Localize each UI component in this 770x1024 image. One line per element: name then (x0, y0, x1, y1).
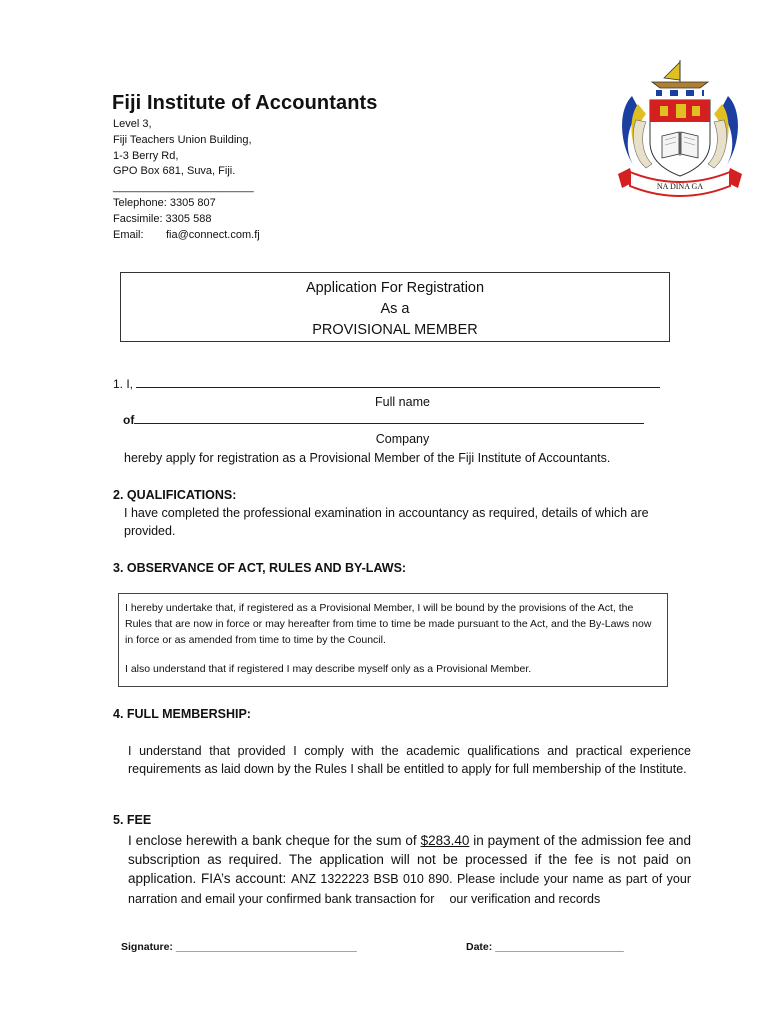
title-line-1: Application For Registration (305, 280, 485, 296)
section1-prefix: 1. I, (113, 377, 134, 391)
fee-text-tail: our verification and records (449, 892, 601, 906)
application-statement: hereby apply for registration as a Provisional Member of the Fiji Institute of Accountants. (124, 451, 611, 465)
provisional-description-paragraph: I also understand that if registered I may describe myself only as a Provisional Member. (125, 663, 532, 675)
title-line-3: PROVISIONAL MEMBER (312, 322, 478, 338)
organization-name: Fiji Institute of Accountants (112, 92, 378, 114)
of-label: of (123, 413, 135, 427)
address-line: Fiji Teachers Union Building, (113, 133, 252, 146)
email-label: Email: (113, 228, 144, 241)
date-label: Date: (466, 941, 493, 953)
application-title-box (120, 272, 670, 342)
undertaking-paragraph: I hereby undertake that, if registered as a Provisional Member, I will be bound by the provisions of the Act, the Rules that are now in force or may hereafter from time to time be made pursuant to the Act, and the By-Laws now in force or as amended from time to time by the Council. (125, 602, 652, 646)
address-line: GPO Box 681, Suva, Fiji. (113, 165, 236, 178)
fee-heading: 5. FEE (113, 813, 152, 827)
coat-of-arms-logo (612, 56, 748, 198)
signature-label: Signature: (121, 941, 173, 953)
title-line-2: As a (380, 301, 410, 317)
full-name-field[interactable] (136, 377, 660, 388)
telephone: Telephone: 3305 807 (113, 196, 216, 209)
email-row (113, 228, 260, 244)
qualifications-heading: 2. QUALIFICATIONS: (113, 488, 237, 502)
address-line: Level 3, (113, 118, 152, 130)
company-row (123, 413, 644, 427)
date-row (466, 941, 624, 953)
fee-amount: $283.40 (420, 833, 470, 848)
date-field[interactable]: ______________________ (495, 941, 624, 953)
address-block (113, 117, 260, 243)
full-name-row (113, 377, 660, 391)
facsimile: Facsimile: 3305 588 (113, 212, 212, 225)
email-value: fia@connect.com.fj (166, 228, 260, 241)
fee-text-end: Please include your name as part of your narration and email your confirmed bank transaction for (128, 872, 691, 906)
fee-text-before: I enclose herewith a bank cheque for the sum of (128, 833, 421, 848)
observance-heading: 3. OBSERVANCE OF ACT, RULES AND BY-LAWS: (113, 561, 407, 575)
company-caption: Company (375, 432, 430, 446)
signature-row (121, 941, 357, 953)
address-separator: _______________________ (113, 181, 254, 194)
undertaking-box (118, 593, 668, 687)
crest-motto: NA DINA GA (656, 182, 704, 191)
full-name-caption: Full name (375, 395, 430, 409)
fee-text-after: in payment of the admission fee and subscription as required. The application will not be processed if the fee is not paid on application. FIA’s account: (128, 833, 691, 886)
bank-account: ANZ 1322223 BSB 010 890. (290, 872, 453, 886)
company-field[interactable] (134, 413, 644, 424)
fee-text (128, 831, 691, 909)
qualifications-text: I have completed the professional examination in accountancy as required, details of which are provided. (124, 506, 649, 538)
full-membership-heading: 4. FULL MEMBERSHIP: (113, 707, 251, 721)
full-membership-text: I understand that provided I comply with the academic qualifications and practical experience requirements as laid down by the Rules I shall be entitled to apply for full membership of the Institute. (128, 744, 691, 776)
signature-field[interactable]: _______________________________ (175, 941, 357, 953)
address-line: 1-3 Berry Rd, (113, 149, 179, 162)
